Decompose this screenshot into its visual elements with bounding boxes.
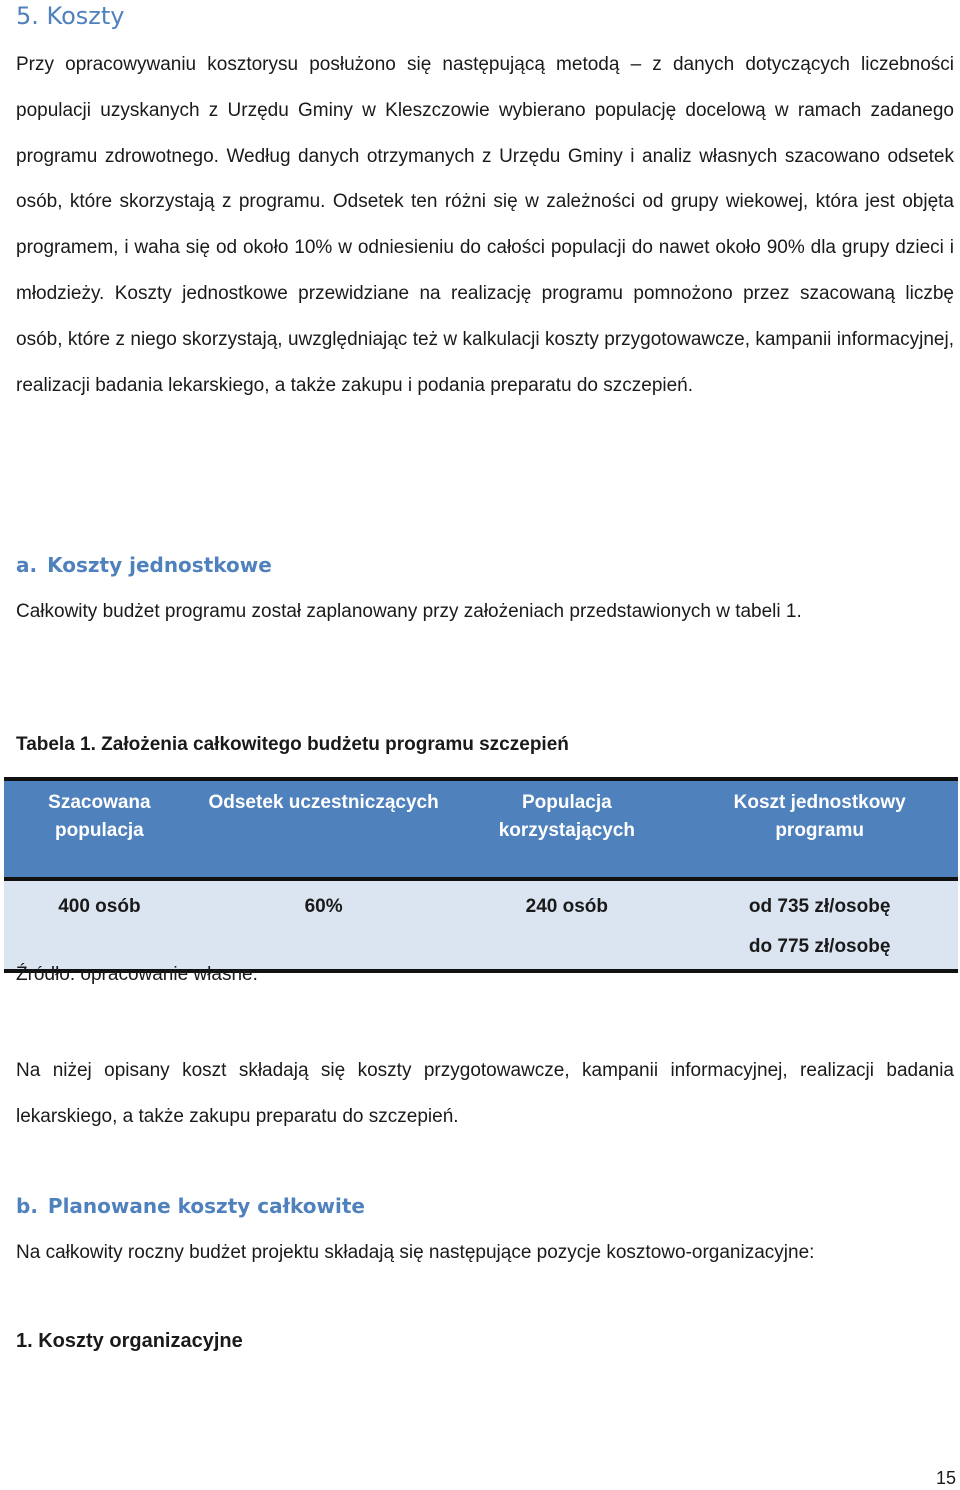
table-header-row (4, 779, 958, 879)
cell-population: 400 osób (4, 879, 195, 971)
header-unit-cost: Koszt jednostkowy programu (681, 779, 958, 879)
header-participants: Populacja korzystających (452, 779, 681, 879)
section-number: 5. (16, 2, 39, 30)
section-heading (16, 2, 125, 30)
numbered-heading: 1. Koszty organizacyjne (16, 1330, 243, 1352)
cell-share: 60% (195, 879, 453, 971)
cell-cost-to: do 775 zł/osobę (748, 936, 891, 957)
subsection-b-label: b. (16, 1194, 38, 1218)
table-row (4, 879, 958, 971)
section-paragraph: Przy opracowywaniu kosztorysu posłużono się następującą metodą – z danych dotyczących liczebności populacji uzyskanych z Urzędu Gminy w Kleszczowie wybierano populację docelową w ramach zadanego programu zdrowotnego. Według danych otrzymanych z Urzędu Gminy i analiz własnych szacowano odsetek osób, które skorzystają z programu. Odsetek ten różni się w zależności od grupy wiekowej, która jest objęta programem, i waha się od około 10% w odniesieniu do całości populacji do nawet około 90% dla grupy dzieci i młodzieży. Koszty jednostkowe przewidziane na realizację programu pomnożono przez szacowaną liczbę osób, które z niego skorzystają, uwzględniając też w kalkulacji koszty przygotowawcze, kampanii informacyjnej, realizacji badania lekarskiego, a także zakupu i podania preparatu do szczepień. (16, 54, 954, 396)
page-number: 15 (935, 1468, 956, 1488)
header-estimated-population: Szacowana populacja (4, 779, 195, 879)
cell-participants: 240 osób (452, 879, 681, 971)
subsection-b-paragraph: Na całkowity roczny budżet projektu składają się następujące pozycje kosztowo-organizacyjne: (16, 1242, 815, 1263)
table-source: Źródło: opracowanie własne. (16, 964, 258, 985)
subsection-a-paragraph: Całkowity budżet programu został zaplanowany przy założeniach przedstawionych w tabeli 1. (16, 601, 802, 622)
section-title: Koszty (46, 2, 125, 30)
header-participation-rate: Odsetek uczestniczących (195, 779, 453, 879)
table-caption: Tabela 1. Założenia całkowitego budżetu programu szczepień (16, 734, 569, 755)
paragraph-after-table: Na niżej opisany koszt składają się koszty przygotowawcze, kampanii informacyjnej, realizacji badania lekarskiego, a także zakupu preparatu do szczepień. (16, 1060, 954, 1127)
subsection-a-label: a. (16, 553, 38, 577)
subsection-a-title: Koszty jednostkowe (47, 553, 272, 577)
subsection-b-heading (16, 1194, 365, 1218)
subsection-a-heading (16, 553, 272, 577)
cell-cost-from: od 735 zł/osobę (748, 896, 891, 917)
subsection-b-title: Planowane koszty całkowite (47, 1194, 365, 1218)
cell-unit-cost (681, 879, 958, 971)
budget-table (4, 777, 958, 973)
